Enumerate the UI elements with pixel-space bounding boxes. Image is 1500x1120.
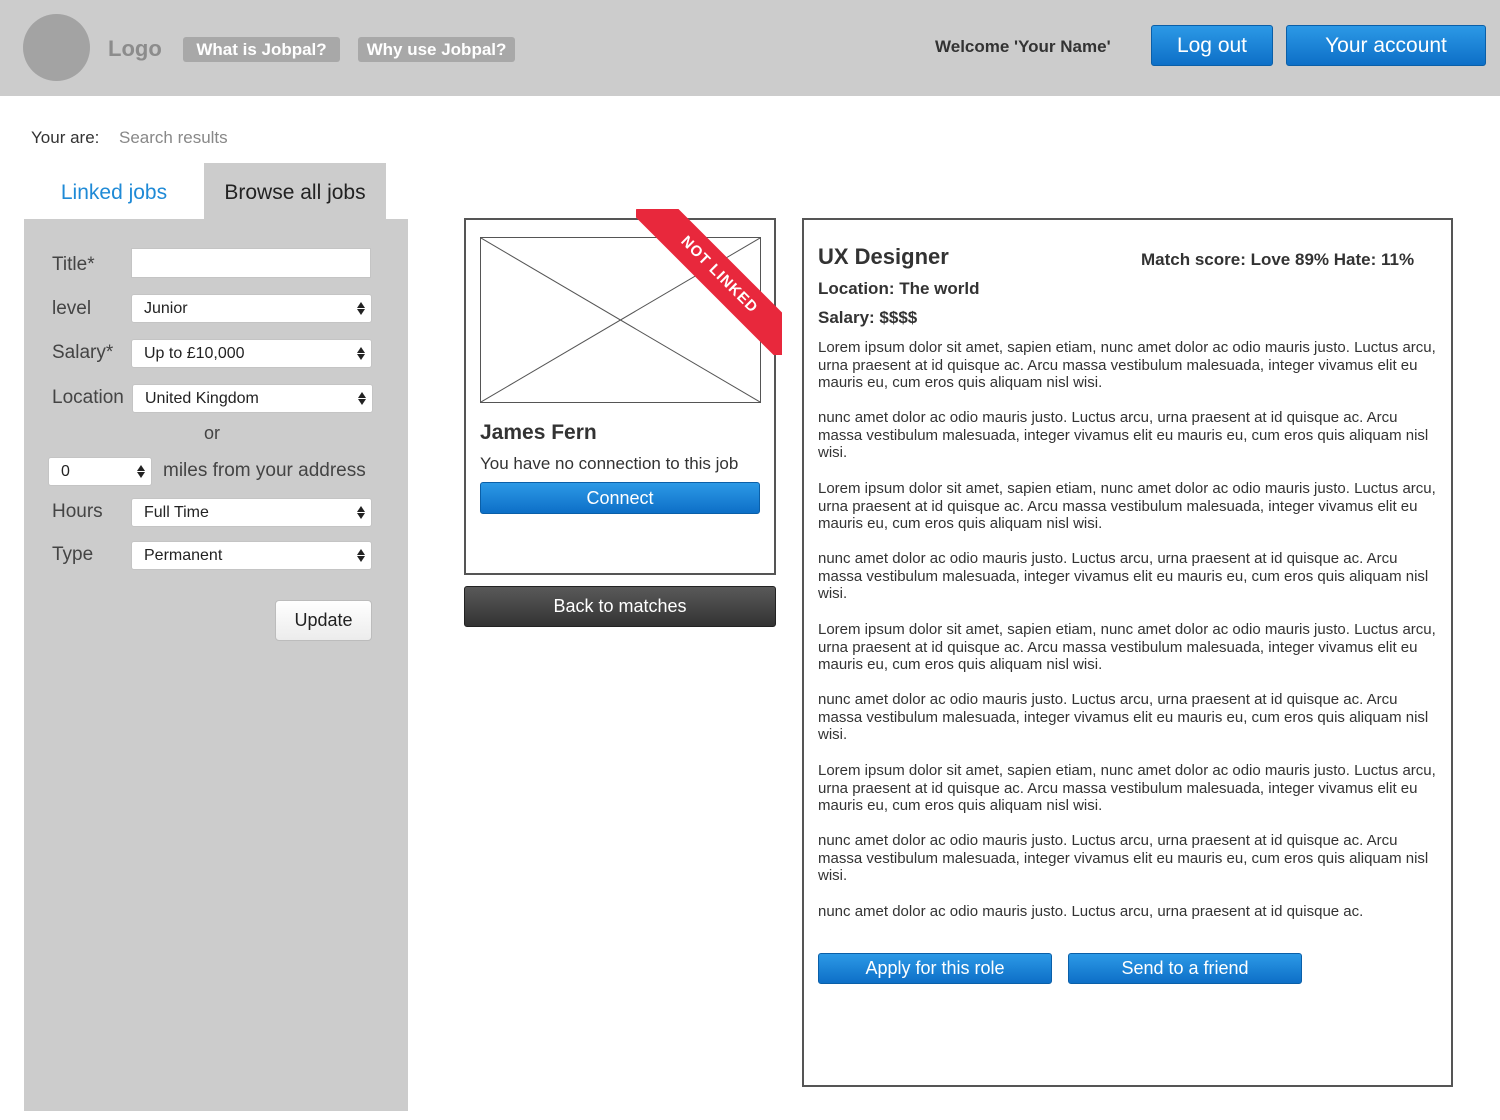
your-account-button[interactable]: Your account xyxy=(1286,25,1486,66)
job-description-paragraph: Lorem ipsum dolor sit amet, sapien etiam, nunc amet dolor ac odio mauris justo. Luctus arcu, urna praesent at id quisque ac. Arcu massa vestibulum malesuada, integer vivamus elit eu mauris eu, cum eros quis aliquam nisl wisi. xyxy=(818,762,1436,814)
salary-label: Salary* xyxy=(52,342,114,363)
logout-button[interactable]: Log out xyxy=(1151,25,1273,66)
salary-select[interactable] xyxy=(131,339,372,368)
job-description-paragraph: Lorem ipsum dolor sit amet, sapien etiam, nunc amet dolor ac odio mauris justo. Luctus arcu, urna praesent at id quisque ac. Arcu massa vestibulum malesuada, integer vivamus elit eu mauris eu, cum eros quis aliquam nisl wisi. xyxy=(818,480,1436,532)
job-description-paragraph: nunc amet dolor ac odio mauris justo. Luctus arcu, urna praesent at id quisque ac. Arcu massa vestibulum malesuada, integer vivamus elit eu mauris eu, cum eros quis aliquam nisl wisi. xyxy=(818,409,1429,461)
location-value: United Kingdom xyxy=(145,390,259,407)
level-label: level xyxy=(52,298,92,319)
connection-status: You have no connection to this job xyxy=(480,454,739,473)
connect-button[interactable]: Connect xyxy=(480,482,760,514)
miles-select[interactable] xyxy=(48,457,152,486)
location-label: Location xyxy=(52,387,124,408)
select-arrows-icon xyxy=(357,547,365,564)
title-input[interactable] xyxy=(131,248,371,278)
job-title: UX Designer xyxy=(818,244,949,269)
not-linked-ribbon xyxy=(636,209,782,355)
hours-value: Full Time xyxy=(144,504,209,521)
contact-name: James Fern xyxy=(480,421,597,444)
level-value: Junior xyxy=(144,300,188,317)
tab-browse-all-jobs[interactable]: Browse all jobs xyxy=(204,163,386,220)
send-to-friend-button[interactable]: Send to a friend xyxy=(1068,953,1302,984)
job-salary: Salary: $$$$ xyxy=(818,308,918,327)
job-description-paragraph: nunc amet dolor ac odio mauris justo. Luctus arcu, urna praesent at id quisque ac. xyxy=(818,903,1364,920)
select-arrows-icon xyxy=(357,504,365,521)
match-score: Match score: Love 89% Hate: 11% xyxy=(1141,250,1415,269)
level-select[interactable] xyxy=(131,294,372,323)
tab-linked-jobs[interactable]: Linked jobs xyxy=(60,181,168,204)
job-description-paragraph: nunc amet dolor ac odio mauris justo. Luctus arcu, urna praesent at id quisque ac. Arcu massa vestibulum malesuada, integer vivamus elit eu mauris eu, cum eros quis aliquam nisl wisi. xyxy=(818,550,1429,602)
miles-value: 0 xyxy=(61,463,70,480)
welcome-text: Welcome 'Your Name' xyxy=(935,37,1111,56)
miles-label: miles from your address xyxy=(163,460,366,481)
ribbon-text: NOT LINKED xyxy=(636,209,782,355)
or-text: or xyxy=(204,423,221,443)
breadcrumb-label: Your are: xyxy=(31,128,100,147)
job-description-paragraph: nunc amet dolor ac odio mauris justo. Luctus arcu, urna praesent at id quisque ac. Arcu massa vestibulum malesuada, integer vivamus elit eu mauris eu, cum eros quis aliquam nisl wisi. xyxy=(818,832,1429,884)
hours-select[interactable] xyxy=(131,498,372,527)
select-arrows-icon xyxy=(137,463,145,480)
nav-what-is-jobpal[interactable]: What is Jobpal? xyxy=(183,37,340,62)
avatar[interactable] xyxy=(23,14,90,81)
hours-label: Hours xyxy=(52,501,103,522)
type-label: Type xyxy=(52,544,94,565)
job-description-paragraph: nunc amet dolor ac odio mauris justo. Luctus arcu, urna praesent at id quisque ac. Arcu massa vestibulum malesuada, integer vivamus elit eu mauris eu, cum eros quis aliquam nisl wisi. xyxy=(818,691,1429,743)
select-arrows-icon xyxy=(357,345,365,362)
breadcrumb-current: Search results xyxy=(119,128,228,147)
title-label: Title* xyxy=(52,254,95,275)
type-select[interactable] xyxy=(131,541,372,570)
apply-button[interactable]: Apply for this role xyxy=(818,953,1052,984)
type-value: Permanent xyxy=(144,547,223,564)
job-location: Location: The world xyxy=(818,279,980,298)
nav-why-use-jobpal[interactable]: Why use Jobpal? xyxy=(358,37,515,62)
select-arrows-icon xyxy=(358,390,366,407)
location-select[interactable] xyxy=(132,384,373,413)
back-to-matches-button[interactable]: Back to matches xyxy=(464,586,776,627)
salary-value: Up to £10,000 xyxy=(144,345,245,362)
job-description-paragraph: Lorem ipsum dolor sit amet, sapien etiam, nunc amet dolor ac odio mauris justo. Luctus arcu, urna praesent at id quisque ac. Arcu massa vestibulum malesuada, integer vivamus elit eu mauris eu, cum eros quis aliquam nisl wisi. xyxy=(818,621,1436,673)
update-button[interactable]: Update xyxy=(275,600,372,641)
select-arrows-icon xyxy=(357,300,365,317)
job-description-paragraph: Lorem ipsum dolor sit amet, sapien etiam, nunc amet dolor ac odio mauris justo. Luctus arcu, urna praesent at id quisque ac. Arcu massa vestibulum malesuada, integer vivamus elit eu mauris eu, cum eros quis aliquam nisl wisi. xyxy=(818,339,1436,391)
logo[interactable]: Logo xyxy=(108,36,162,61)
